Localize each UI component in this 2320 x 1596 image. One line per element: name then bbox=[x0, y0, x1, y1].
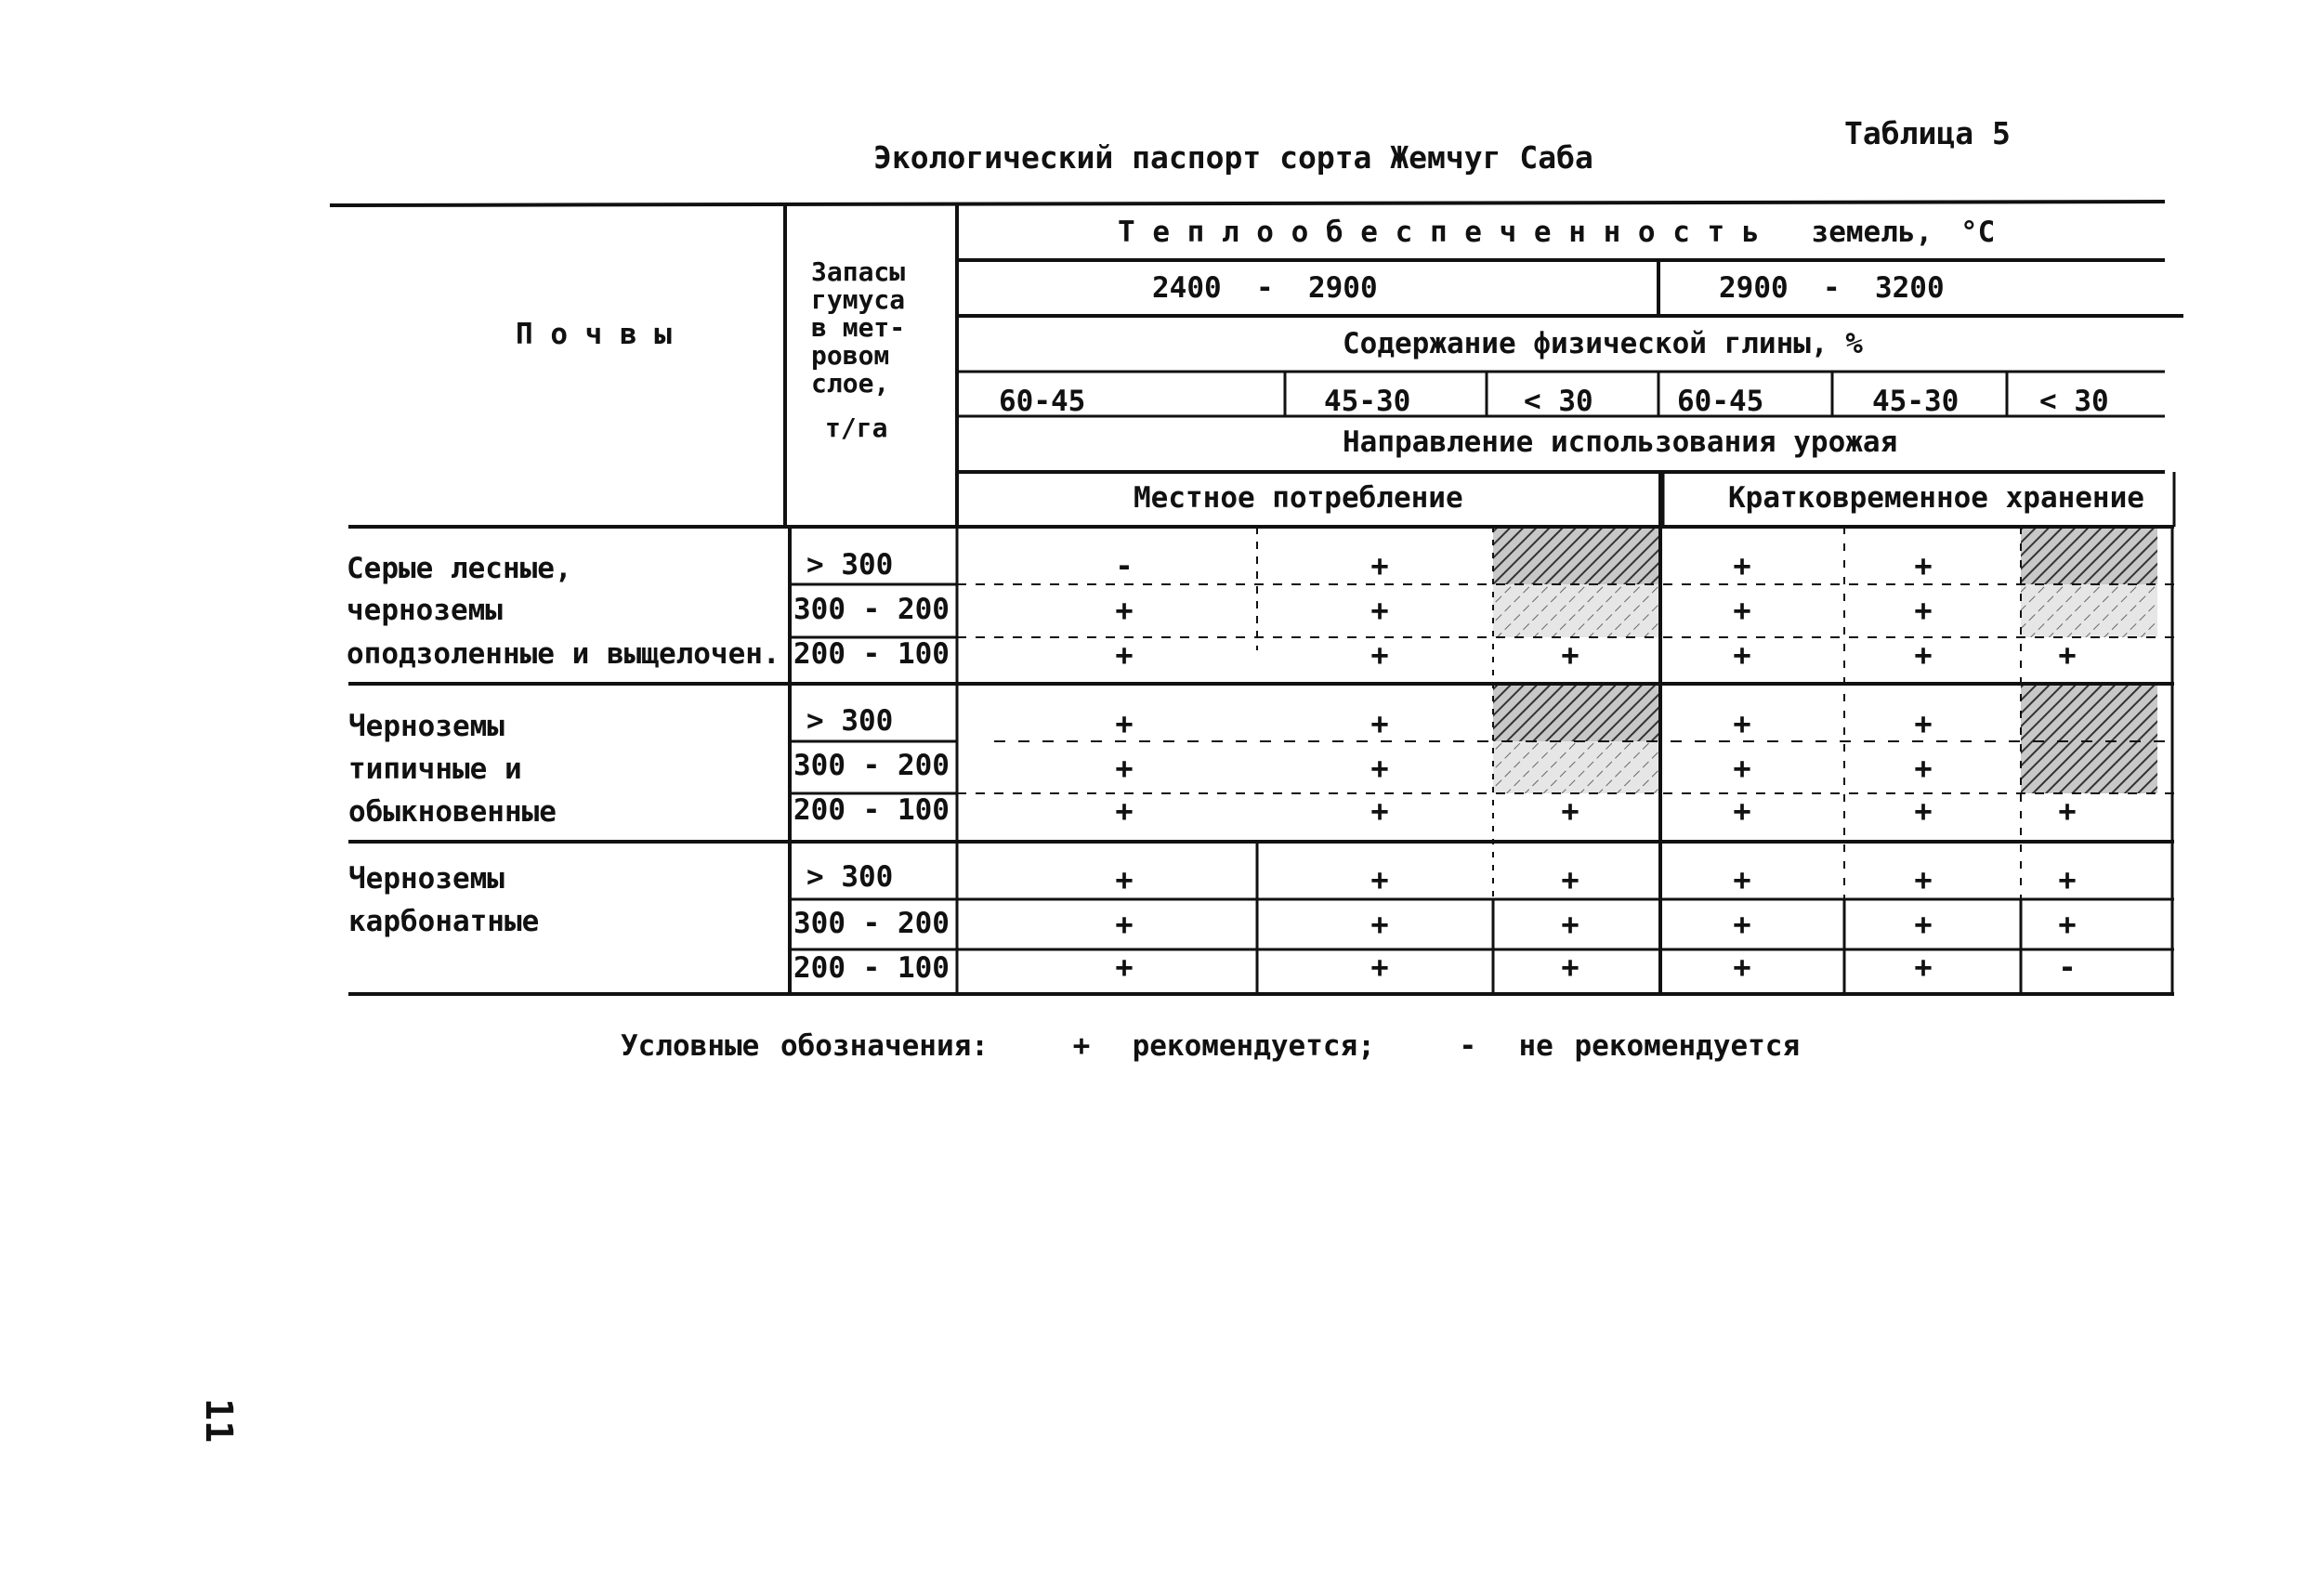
table-cell-value: + bbox=[1115, 751, 1134, 786]
soil-name-line: Серые лесные, bbox=[347, 552, 572, 585]
table-cell-value: + bbox=[1914, 637, 1933, 673]
table-cell-value: - bbox=[1115, 548, 1134, 583]
table-cell-value: + bbox=[1733, 548, 1751, 583]
usage-header: Направление использования урожая bbox=[1343, 425, 1898, 459]
humus-header-line: в мет- bbox=[811, 312, 906, 343]
table-cell-value: + bbox=[1370, 751, 1389, 786]
table-cell-value: + bbox=[1115, 907, 1134, 942]
table-cell-value: + bbox=[1733, 793, 1751, 829]
humus-header-line: т/га bbox=[825, 412, 888, 443]
table-cell-value: + bbox=[1914, 862, 1933, 897]
table-cell-value: + bbox=[1115, 637, 1134, 673]
table-cell-value: + bbox=[2058, 637, 2077, 673]
soil-name-line: обыкновенные bbox=[348, 795, 557, 829]
humus-value: 300 - 200 bbox=[793, 907, 950, 940]
table-cell-value: + bbox=[1733, 593, 1751, 628]
clay-column-label: < 30 bbox=[2039, 385, 2109, 418]
table-cell-value: + bbox=[1561, 637, 1579, 673]
soil-name-line: Черноземы bbox=[348, 710, 505, 743]
soil-name-line: типичные и bbox=[348, 752, 522, 786]
table-cell-value: + bbox=[1370, 907, 1389, 942]
table-cell-value: + bbox=[1733, 862, 1751, 897]
table-cell-value: + bbox=[1115, 593, 1134, 628]
table-cell-value: + bbox=[1914, 949, 1933, 985]
table-cell-value: + bbox=[1115, 862, 1134, 897]
humus-header-line: гумуса bbox=[811, 284, 906, 315]
soil-name-line: черноземы bbox=[347, 594, 503, 627]
table-cell-value: + bbox=[1914, 548, 1933, 583]
clay-header: Содержание физической глины, % bbox=[1343, 327, 1863, 360]
heat-unit: °С bbox=[1960, 216, 1996, 249]
table-cell-value: + bbox=[1370, 949, 1389, 985]
humus-value: > 300 bbox=[806, 704, 894, 738]
clay-column-label: < 30 bbox=[1524, 385, 1593, 418]
table-cell-value: + bbox=[1914, 793, 1933, 829]
table-cell-value: + bbox=[1115, 949, 1134, 985]
humus-header bbox=[811, 256, 905, 443]
table-cell-value: + bbox=[1561, 907, 1579, 942]
humus-header-line: Запасы bbox=[811, 256, 906, 287]
clay-columns bbox=[999, 385, 2109, 418]
humus-header-line: ровом bbox=[811, 340, 890, 371]
usage-group-storage: Кратковременное хранение bbox=[1728, 481, 2144, 515]
clay-column-label: 45-30 bbox=[1872, 385, 1960, 418]
page-number: 11 bbox=[197, 1398, 240, 1444]
humus-value: 300 - 200 bbox=[793, 749, 950, 782]
table-cell-value: + bbox=[1370, 706, 1389, 741]
heat-range-1: 2400 - 2900 bbox=[1152, 271, 1378, 305]
legend: Условные обозначения: + рекомендуется; - не рекомендуется bbox=[621, 1029, 1801, 1063]
table-cell-value: + bbox=[1733, 706, 1751, 741]
table-cell-value: + bbox=[1561, 793, 1579, 829]
humus-value: 200 - 100 bbox=[793, 793, 950, 827]
table-cell-value: + bbox=[1733, 637, 1751, 673]
table-cell-value: + bbox=[1370, 548, 1389, 583]
table-cell-value: + bbox=[1561, 949, 1579, 985]
soil-group-2 bbox=[348, 710, 557, 829]
table-cell-value: + bbox=[1914, 907, 1933, 942]
soil-name-line: Черноземы bbox=[348, 862, 505, 896]
soil-header: П о ч в ы bbox=[516, 318, 672, 351]
humus-value: > 300 bbox=[806, 548, 894, 582]
soil-group-1 bbox=[347, 552, 780, 671]
table-cell-value: + bbox=[1370, 637, 1389, 673]
table-cell-value: + bbox=[1115, 706, 1134, 741]
table-cell-value: + bbox=[1370, 793, 1389, 829]
table-cell-value: + bbox=[1733, 907, 1751, 942]
table-cell-value: + bbox=[1370, 593, 1389, 628]
humus-header-line: слое, bbox=[811, 368, 890, 399]
soil-group-3 bbox=[348, 862, 539, 938]
table-cell-value: + bbox=[1914, 751, 1933, 786]
clay-column-label: 60-45 bbox=[1677, 385, 1764, 418]
table-cell-value: + bbox=[2058, 793, 2077, 829]
heat-header: Т е п л о о б е с п е ч е н н о с т ь земель, bbox=[1118, 216, 1933, 249]
humus-value: 300 - 200 bbox=[793, 593, 950, 626]
humus-values bbox=[793, 548, 950, 985]
soil-name-line: оподзоленные и выщелочен. bbox=[347, 637, 780, 671]
table-cell-value: + bbox=[1115, 793, 1134, 829]
humus-value: > 300 bbox=[806, 860, 894, 894]
table-cell-value: - bbox=[2058, 949, 2077, 985]
table-cell-value: + bbox=[1733, 751, 1751, 786]
table-cell-value: + bbox=[1733, 949, 1751, 985]
heat-range-2: 2900 - 3200 bbox=[1719, 271, 1945, 305]
table-title: Экологический паспорт сорта Жемчуг Саба bbox=[873, 139, 1593, 176]
table-cell-value: + bbox=[1914, 593, 1933, 628]
soil-name-line: карбонатные bbox=[348, 905, 540, 938]
humus-value: 200 - 100 bbox=[793, 951, 950, 985]
table-cell-value: + bbox=[1561, 862, 1579, 897]
table-cell-value: + bbox=[2058, 907, 2077, 942]
humus-value: 200 - 100 bbox=[793, 637, 950, 671]
table-cell-value: + bbox=[1370, 862, 1389, 897]
clay-column-label: 60-45 bbox=[999, 385, 1086, 418]
usage-group-local: Местное потребление bbox=[1134, 481, 1463, 515]
clay-column-label: 45-30 bbox=[1324, 385, 1411, 418]
table-cell-value: + bbox=[1914, 706, 1933, 741]
table-cell-value: + bbox=[2058, 862, 2077, 897]
table-number: Таблица 5 bbox=[1844, 115, 2011, 151]
